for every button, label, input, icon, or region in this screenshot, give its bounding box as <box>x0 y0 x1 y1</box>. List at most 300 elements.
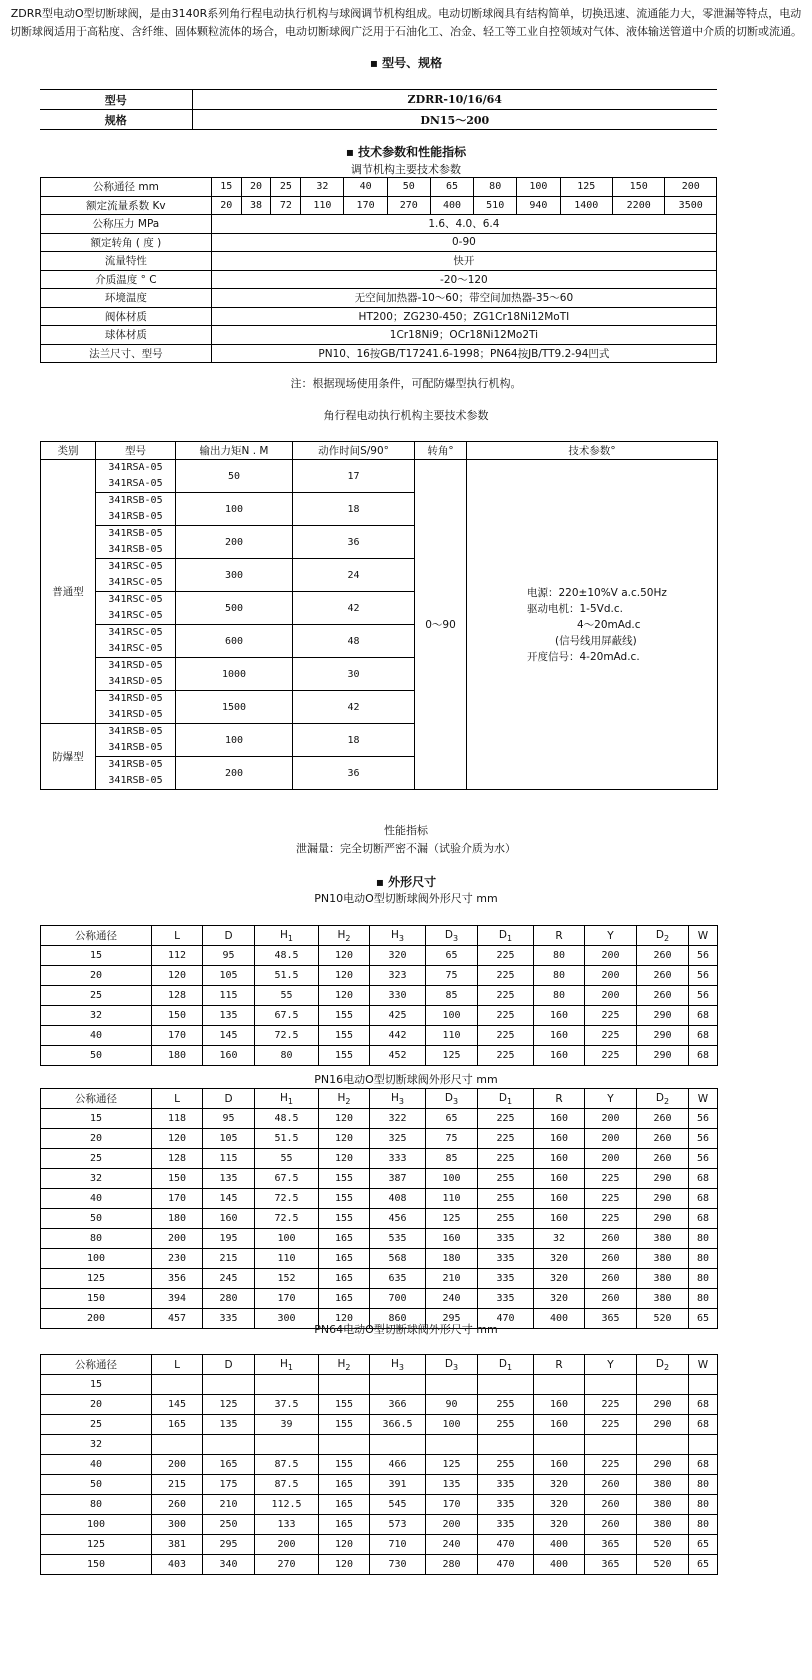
table-cell: 125 <box>426 1046 478 1066</box>
table-cell: 160 <box>534 1395 585 1415</box>
table-cell: 球体材质 <box>41 326 212 345</box>
column-header-label: D <box>655 1357 664 1370</box>
caption-act: 角行程电动执行机构主要技术参数 <box>323 409 489 422</box>
table-cell: 400 <box>534 1309 585 1329</box>
table-row <box>41 252 717 271</box>
table-cell: 100 <box>176 724 293 757</box>
table-cell: 环境温度 <box>41 289 212 308</box>
column-header <box>152 926 203 946</box>
table-cell: 200 <box>152 1229 203 1249</box>
table-cell <box>319 1435 370 1455</box>
table-cell: 110 <box>255 1249 319 1269</box>
table-cell: 260 <box>585 1515 637 1535</box>
table-cell: 225 <box>478 986 534 1006</box>
table-cell: 115 <box>203 986 255 1006</box>
table-cell: 40 <box>41 1026 152 1046</box>
table-cell: 255 <box>478 1415 534 1435</box>
table-cell: 457 <box>152 1309 203 1329</box>
table-cell: 200 <box>585 1109 637 1129</box>
table-cell: 320 <box>534 1249 585 1269</box>
table-cell: 545 <box>370 1495 426 1515</box>
table-cell: 295 <box>203 1535 255 1555</box>
table-cell: 65 <box>689 1309 718 1329</box>
table-cell <box>534 1375 585 1395</box>
column-header-label: H <box>280 1357 288 1370</box>
table-cell: 145 <box>203 1026 255 1046</box>
table-cell: 72.5 <box>255 1026 319 1046</box>
table-cell: 730 <box>370 1555 426 1575</box>
table-cell: 快开 <box>211 252 716 271</box>
table-cell: 470 <box>478 1309 534 1329</box>
model-code: 341RSA-05 <box>108 478 163 489</box>
column-header-label: L <box>174 929 180 942</box>
table-cell: 600 <box>176 625 293 658</box>
table-cell: 112.5 <box>255 1495 319 1515</box>
subscript: 3 <box>398 933 404 943</box>
table-cell: 290 <box>637 1209 689 1229</box>
table-cell: 160 <box>534 1189 585 1209</box>
column-header-label: H <box>391 1357 399 1370</box>
column-header <box>585 1355 637 1375</box>
table-row <box>41 1129 718 1149</box>
table-row <box>41 326 717 345</box>
table-header-row <box>41 442 718 460</box>
table-cell: 240 <box>426 1289 478 1309</box>
model-table <box>40 89 717 130</box>
table-cell: 425 <box>370 1006 426 1026</box>
table-cell: 额定转角 ( 度 ) <box>41 233 212 252</box>
table-row <box>41 1535 718 1555</box>
column-header <box>370 926 426 946</box>
table-cell: 规格 <box>40 110 192 130</box>
table-cell: 155 <box>319 1189 370 1209</box>
table-cell: 17 <box>293 460 415 493</box>
table-cell: 法兰尺寸、型号 <box>41 344 212 363</box>
subscript: 3 <box>453 933 459 943</box>
model-code: 341RSB-05 <box>108 742 163 753</box>
column-header-label: L <box>174 1092 180 1105</box>
column-header <box>637 1089 689 1109</box>
table-row <box>41 196 717 215</box>
table-cell: 520 <box>637 1309 689 1329</box>
table-cell: 408 <box>370 1189 426 1209</box>
table-cell <box>426 1375 478 1395</box>
table-cell: 90 <box>426 1395 478 1415</box>
table-cell: 125 <box>41 1535 152 1555</box>
section-tech-heading: ▪ 技术参数和性能指标 <box>345 145 467 159</box>
table-cell: 170 <box>255 1289 319 1309</box>
table-cell: 320 <box>534 1289 585 1309</box>
table-cell: 180 <box>426 1249 478 1269</box>
table-cell: 335 <box>203 1309 255 1329</box>
table-row <box>41 1455 718 1475</box>
subscript: 2 <box>664 1096 670 1106</box>
table-cell: 400 <box>534 1555 585 1575</box>
table-cell <box>96 592 176 625</box>
table-cell: 65 <box>426 946 478 966</box>
table-cell: 介质温度 ° C <box>41 270 212 289</box>
table-cell: 1400 <box>560 196 612 215</box>
table-cell: 24 <box>293 559 415 592</box>
model-code: 341RSD-05 <box>108 676 163 687</box>
column-header-label: H <box>337 1091 346 1104</box>
table-cell: 流量特性 <box>41 252 212 271</box>
table-cell: 300 <box>176 559 293 592</box>
table-cell: 15 <box>211 178 241 197</box>
table-cell: 160 <box>534 1149 585 1169</box>
model-code: 341RSB-05 <box>108 759 163 770</box>
table-cell: 165 <box>319 1289 370 1309</box>
column-header-label: R <box>555 929 563 942</box>
column-header <box>426 926 478 946</box>
table-row <box>40 110 717 130</box>
table-cell: 300 <box>255 1309 319 1329</box>
column-header-label: D <box>444 928 453 941</box>
table-cell: 110 <box>426 1189 478 1209</box>
table-cell: 145 <box>203 1189 255 1209</box>
table-cell: 290 <box>637 1169 689 1189</box>
table-cell: 80 <box>689 1475 718 1495</box>
table-row <box>41 1209 718 1229</box>
model-code: 341RSC-05 <box>108 610 163 621</box>
table-cell: 255 <box>478 1189 534 1209</box>
column-header: 型号 <box>96 442 176 460</box>
table-cell: 阀体材质 <box>41 307 212 326</box>
table-cell: 72.5 <box>255 1189 319 1209</box>
table-cell: 155 <box>319 1455 370 1475</box>
column-header <box>478 1355 534 1375</box>
column-header-label: 公称通径 <box>75 1359 117 1371</box>
table-row <box>41 1006 718 1026</box>
table-cell: 18 <box>293 724 415 757</box>
table-row <box>41 1475 718 1495</box>
table-cell: DN15～200 <box>192 110 717 130</box>
table-cell: 200 <box>585 946 637 966</box>
table-cell: 290 <box>637 1026 689 1046</box>
table-cell: 290 <box>637 1006 689 1026</box>
table-cell <box>96 658 176 691</box>
table-cell: 80 <box>534 946 585 966</box>
table-cell: 135 <box>426 1475 478 1495</box>
table-cell: 225 <box>478 1006 534 1026</box>
table-cell: 150 <box>41 1555 152 1575</box>
table-cell <box>96 526 176 559</box>
table-cell: 400 <box>430 196 473 215</box>
table-row <box>41 1415 718 1435</box>
table-cell: 381 <box>152 1535 203 1555</box>
table-cell: 335 <box>478 1289 534 1309</box>
column-header <box>203 926 255 946</box>
table-cell: 335 <box>478 1249 534 1269</box>
table-cell: 50 <box>387 178 430 197</box>
column-header <box>255 1089 319 1109</box>
table-cell: 36 <box>293 757 415 790</box>
table-cell: 100 <box>426 1006 478 1026</box>
table-cell: 323 <box>370 966 426 986</box>
table-cell: 68 <box>689 1006 718 1026</box>
table-cell: 68 <box>689 1046 718 1066</box>
table-cell: 120 <box>319 946 370 966</box>
column-header-label: 公称通径 <box>75 930 117 942</box>
table-cell: 195 <box>203 1229 255 1249</box>
table-cell: 365 <box>585 1309 637 1329</box>
column-header-label: H <box>391 928 399 941</box>
table-cell: 200 <box>585 1149 637 1169</box>
table-cell: 120 <box>319 1129 370 1149</box>
column-header <box>41 1089 152 1109</box>
subscript: 1 <box>287 1362 293 1372</box>
table-cell: 225 <box>585 1026 637 1046</box>
table-cell <box>637 1435 689 1455</box>
column-header <box>319 1355 370 1375</box>
table-cell: 225 <box>478 1046 534 1066</box>
table-cell: 225 <box>585 1395 637 1415</box>
table-cell: 225 <box>478 1149 534 1169</box>
table-cell: 635 <box>370 1269 426 1289</box>
table-cell: 380 <box>637 1269 689 1289</box>
table-cell: 15 <box>41 1109 152 1129</box>
column-header-label: D <box>444 1091 453 1104</box>
table-cell: 155 <box>319 1415 370 1435</box>
table-cell: 568 <box>370 1249 426 1269</box>
column-header: 转角° <box>415 442 467 460</box>
table-cell: 260 <box>585 1269 637 1289</box>
table-cell: -20～120 <box>211 270 716 289</box>
table-cell: 456 <box>370 1209 426 1229</box>
table-cell: 333 <box>370 1149 426 1169</box>
table-cell: 225 <box>585 1209 637 1229</box>
column-header <box>152 1089 203 1109</box>
subscript: 2 <box>345 933 351 943</box>
table-row <box>41 1249 718 1269</box>
table-cell: 32 <box>301 178 344 197</box>
section-dims-heading: ▪ 外形尺寸 <box>375 875 437 889</box>
table-cell: 290 <box>637 1189 689 1209</box>
intro-paragraph: ZDRR型电动O型切断球阀，是由3140R系列角行程电动执行机构与球阀调节机构组成。电动切断球阀具有结构简单，切换迅速、流通能力大，零泄漏等特点，电动切断球阀适用于高粘度、含纤维、固体颗粒流体的场合，电动切断球阀广泛用于石油化工、冶金、轻工等工业自控领域对气体、液体输送管道中介质的切断或流通。 <box>10 7 802 38</box>
table-cell: 120 <box>152 1129 203 1149</box>
table-cell: 68 <box>689 1455 718 1475</box>
table-cell: 100 <box>41 1515 152 1535</box>
table-cell <box>96 757 176 790</box>
table-cell: 250 <box>203 1515 255 1535</box>
table-cell <box>203 1375 255 1395</box>
table-cell: 165 <box>319 1249 370 1269</box>
table-cell: 145 <box>152 1395 203 1415</box>
column-header-label: H <box>280 1091 288 1104</box>
table-cell: 65 <box>689 1535 718 1555</box>
table-cell: 366.5 <box>370 1415 426 1435</box>
table-cell: 500 <box>176 592 293 625</box>
table-cell: 320 <box>534 1515 585 1535</box>
table-cell <box>96 493 176 526</box>
table-cell: 165 <box>319 1515 370 1535</box>
table-cell: 75 <box>426 1129 478 1149</box>
table-cell: 170 <box>426 1495 478 1515</box>
table-cell: 215 <box>203 1249 255 1269</box>
table-cell: 50 <box>176 460 293 493</box>
table-cell: 67.5 <box>255 1006 319 1026</box>
column-header <box>637 1355 689 1375</box>
table-cell: 155 <box>319 1169 370 1189</box>
table-cell: 270 <box>255 1555 319 1575</box>
table-cell: 280 <box>426 1555 478 1575</box>
column-header-label: W <box>697 1358 709 1371</box>
table-cell: 200 <box>585 966 637 986</box>
model-code: 341RSC-05 <box>108 577 163 588</box>
table-cell: 380 <box>637 1289 689 1309</box>
column-header-label: D <box>498 928 507 941</box>
column-header-label: H <box>391 1091 399 1104</box>
table-cell: 180 <box>152 1209 203 1229</box>
table-cell: 56 <box>689 986 718 1006</box>
table-cell: 160 <box>203 1209 255 1229</box>
section-model-heading: ▪ 型号、规格 <box>369 56 443 70</box>
column-header <box>203 1089 255 1109</box>
model-code: 341RSB-05 <box>108 511 163 522</box>
table-cell: 160 <box>534 1046 585 1066</box>
table-cell: 510 <box>474 196 517 215</box>
table-cell: 公称压力 MPa <box>41 215 212 234</box>
table-cell: 225 <box>585 1169 637 1189</box>
table-cell: 公称通径 mm <box>41 178 212 197</box>
table-cell: 20 <box>41 966 152 986</box>
column-header <box>203 1355 255 1375</box>
table-cell <box>689 1375 718 1395</box>
table-cell: 260 <box>585 1229 637 1249</box>
table-cell: 335 <box>478 1229 534 1249</box>
table-cell: 340 <box>203 1555 255 1575</box>
model-code: 341RSB-05 <box>108 726 163 737</box>
tech-line: 驱动电机：1-5Vd.c. <box>527 602 623 615</box>
column-header <box>478 926 534 946</box>
column-header <box>585 926 637 946</box>
table-cell: 80 <box>689 1289 718 1309</box>
table-cell: 322 <box>370 1109 426 1129</box>
table-cell <box>478 1435 534 1455</box>
table-cell: 133 <box>255 1515 319 1535</box>
table-cell: 100 <box>176 493 293 526</box>
table-cell: 50 <box>41 1209 152 1229</box>
table-cell: 260 <box>585 1249 637 1269</box>
table-cell: 40 <box>41 1189 152 1209</box>
table-cell <box>585 1375 637 1395</box>
table-cell: 48.5 <box>255 946 319 966</box>
model-code: 341RSC-05 <box>108 627 163 638</box>
table-cell <box>689 1435 718 1455</box>
table-cell: 118 <box>152 1109 203 1129</box>
subscript: 3 <box>453 1362 459 1372</box>
table-cell: 255 <box>478 1169 534 1189</box>
table-cell: 32 <box>41 1006 152 1026</box>
table-cell: 200 <box>255 1535 319 1555</box>
table-cell: 380 <box>637 1249 689 1269</box>
table-cell: 150 <box>152 1169 203 1189</box>
table-cell: 39 <box>255 1415 319 1435</box>
table-row <box>41 1289 718 1309</box>
table-cell: 115 <box>203 1149 255 1169</box>
table-cell <box>637 1375 689 1395</box>
table-cell: 165 <box>319 1495 370 1515</box>
table-cell: 240 <box>426 1535 478 1555</box>
table-cell: 110 <box>301 196 344 215</box>
group-label: 防爆型 <box>41 724 96 790</box>
table-cell: 400 <box>534 1535 585 1555</box>
table-cell: 32 <box>41 1435 152 1455</box>
table-cell <box>370 1435 426 1455</box>
table-cell: 380 <box>637 1515 689 1535</box>
column-header <box>689 926 718 946</box>
column-header <box>370 1089 426 1109</box>
table-cell: 120 <box>319 1109 370 1129</box>
table-cell: 68 <box>689 1395 718 1415</box>
table-cell: 940 <box>517 196 560 215</box>
table-cell: 42 <box>293 691 415 724</box>
table-cell: 2200 <box>612 196 664 215</box>
tech-params <box>467 460 718 790</box>
table-cell: 80 <box>534 966 585 986</box>
group-label: 普通型 <box>41 460 96 724</box>
tech-line: 电源：220±10%V a.c.50Hz <box>527 586 667 599</box>
table-cell: 200 <box>152 1455 203 1475</box>
table-cell: 225 <box>585 1455 637 1475</box>
table-cell: 48.5 <box>255 1109 319 1129</box>
table-cell: 225 <box>585 1046 637 1066</box>
pn16-table <box>40 1088 718 1329</box>
table-row <box>41 1435 718 1455</box>
table-cell: 290 <box>637 1455 689 1475</box>
column-header: 类别 <box>41 442 96 460</box>
table-cell: 20 <box>41 1395 152 1415</box>
table-cell: 120 <box>319 1555 370 1575</box>
subscript: 2 <box>664 1362 670 1372</box>
column-header <box>152 1355 203 1375</box>
table-cell: 50 <box>41 1046 152 1066</box>
table-cell: 30 <box>293 658 415 691</box>
table-cell: 32 <box>534 1229 585 1249</box>
table-cell: 95 <box>203 946 255 966</box>
model-code: 341RSA-05 <box>108 462 163 473</box>
table-cell: 80 <box>255 1046 319 1066</box>
subscript: 1 <box>507 933 513 943</box>
table-cell: 330 <box>370 986 426 1006</box>
table-cell: 额定流量系数 Kv <box>41 196 212 215</box>
pn16-caption: PN16电动O型切断球阀外形尺寸 mm <box>314 1073 498 1086</box>
table-cell: 120 <box>319 986 370 1006</box>
table-cell: 335 <box>478 1515 534 1535</box>
table-cell: 255 <box>478 1455 534 1475</box>
table-cell: 15 <box>41 946 152 966</box>
table-cell: 80 <box>474 178 517 197</box>
table-row <box>41 178 717 197</box>
column-header-label: Y <box>607 1092 614 1105</box>
subscript: 2 <box>345 1096 351 1106</box>
column-header-label: H <box>337 1357 346 1370</box>
table-cell: 42 <box>293 592 415 625</box>
table-cell: 38 <box>241 196 271 215</box>
table-cell: 470 <box>478 1555 534 1575</box>
table-cell: 112 <box>152 946 203 966</box>
pn10-caption: PN10电动O型切断球阀外形尺寸 mm <box>314 892 498 905</box>
table-cell: 300 <box>152 1515 203 1535</box>
table-cell: 150 <box>612 178 664 197</box>
column-header <box>689 1355 718 1375</box>
column-header-label: D <box>224 929 233 942</box>
model-code: 341RSB-05 <box>108 495 163 506</box>
table-cell <box>255 1435 319 1455</box>
table-cell: 215 <box>152 1475 203 1495</box>
table-cell <box>319 1375 370 1395</box>
column-header: 输出力矩N . M <box>176 442 293 460</box>
